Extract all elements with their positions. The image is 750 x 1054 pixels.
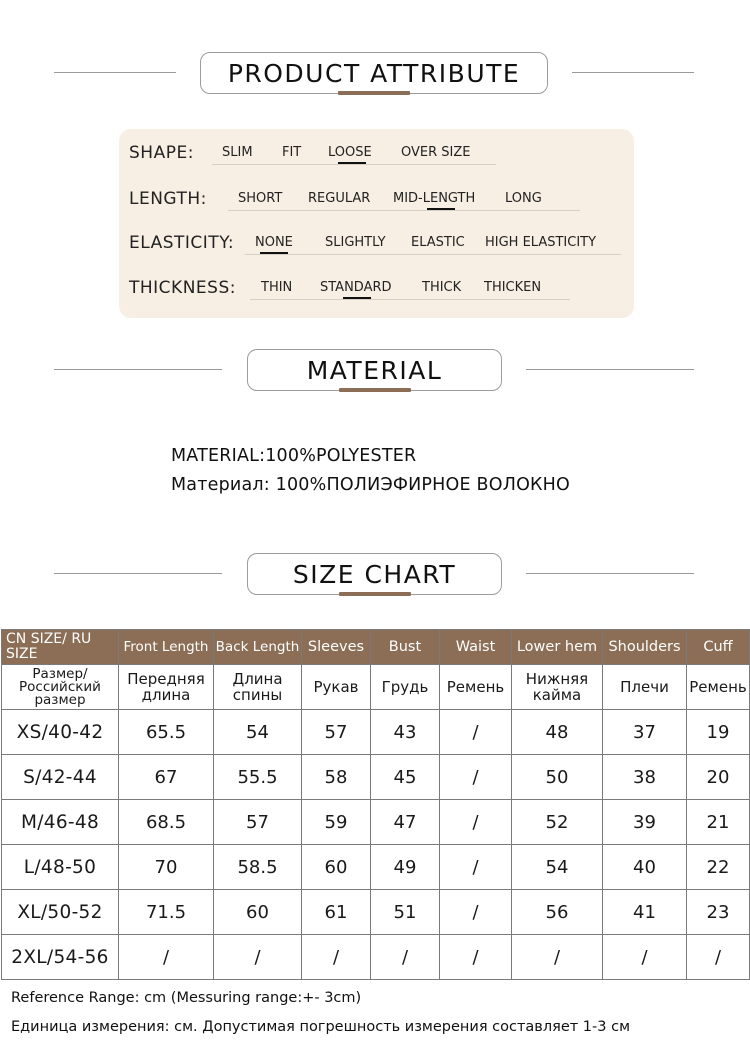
table-cell: / bbox=[440, 710, 512, 755]
title-underline bbox=[339, 592, 411, 596]
table-cell: / bbox=[214, 935, 302, 980]
table-subheader-cell: Размер/ Российский размер bbox=[2, 665, 119, 710]
attribute-option: ELASTIC bbox=[411, 235, 465, 250]
table-cell: 59 bbox=[302, 800, 371, 845]
table-row bbox=[2, 845, 750, 890]
attribute-option-selected: STANDARD bbox=[320, 280, 392, 295]
attribute-option: LONG bbox=[505, 191, 542, 206]
table-cell: XL/50-52 bbox=[2, 890, 119, 935]
table-header-row bbox=[2, 630, 750, 665]
attribute-rule bbox=[212, 164, 496, 165]
table-cell: 60 bbox=[302, 845, 371, 890]
table-cell: / bbox=[687, 935, 750, 980]
section-title-text: SIZE CHART bbox=[292, 559, 457, 589]
table-cell: 43 bbox=[371, 710, 440, 755]
table-cell: 58 bbox=[302, 755, 371, 800]
table-header-cell: Front Length bbox=[119, 630, 214, 665]
divider-line bbox=[54, 573, 222, 574]
table-cell: 23 bbox=[687, 890, 750, 935]
table-cell: / bbox=[440, 800, 512, 845]
reference-note-ru: Единица измерения: см. Допустимая погрешность измерения составляет 1-3 см bbox=[11, 1019, 631, 1035]
section-title-size-chart bbox=[247, 553, 502, 595]
attribute-label: SHAPE: bbox=[129, 143, 194, 163]
table-row bbox=[2, 800, 750, 845]
table-header-cell: CN SIZE/ RU SIZE bbox=[2, 630, 119, 665]
table-cell: 71.5 bbox=[119, 890, 214, 935]
table-cell: 37 bbox=[603, 710, 687, 755]
table-cell: 60 bbox=[214, 890, 302, 935]
divider-line bbox=[526, 369, 694, 370]
material-text-ru: Материал: 100%ПОЛИЭФИРНОЕ ВОЛОКНО bbox=[171, 475, 570, 495]
table-cell: L/48-50 bbox=[2, 845, 119, 890]
table-cell: 54 bbox=[214, 710, 302, 755]
table-cell: 47 bbox=[371, 800, 440, 845]
table-cell: 20 bbox=[687, 755, 750, 800]
table-cell: 45 bbox=[371, 755, 440, 800]
size-chart-table bbox=[1, 629, 750, 980]
table-cell: 48 bbox=[512, 710, 603, 755]
table-cell: 70 bbox=[119, 845, 214, 890]
attribute-option-selected: LOOSE bbox=[328, 145, 372, 160]
title-underline bbox=[338, 91, 410, 95]
attribute-option: THIN bbox=[261, 280, 293, 295]
table-row bbox=[2, 755, 750, 800]
table-cell: 58.5 bbox=[214, 845, 302, 890]
table-cell: / bbox=[440, 845, 512, 890]
attribute-rule bbox=[250, 299, 570, 300]
table-header-cell: Back Length bbox=[214, 630, 302, 665]
table-cell: / bbox=[440, 935, 512, 980]
table-cell: 57 bbox=[302, 710, 371, 755]
table-cell: 22 bbox=[687, 845, 750, 890]
divider-line bbox=[572, 72, 694, 73]
section-title-material bbox=[247, 349, 502, 391]
table-subheader-cell: Плечи bbox=[603, 665, 687, 710]
table-cell: 19 bbox=[687, 710, 750, 755]
attribute-label: ELASTICITY: bbox=[129, 233, 235, 253]
table-cell: M/46-48 bbox=[2, 800, 119, 845]
table-subheader-cell: Грудь bbox=[371, 665, 440, 710]
table-cell: 57 bbox=[214, 800, 302, 845]
attribute-panel bbox=[119, 129, 634, 318]
attribute-option-selected: NONE bbox=[255, 235, 293, 250]
table-cell: S/42-44 bbox=[2, 755, 119, 800]
table-header-cell: Lower hem bbox=[512, 630, 603, 665]
table-header-cell: Bust bbox=[371, 630, 440, 665]
table-cell: / bbox=[302, 935, 371, 980]
table-cell: 38 bbox=[603, 755, 687, 800]
attribute-label: THICKNESS: bbox=[129, 278, 236, 298]
table-subheader-cell: Ремень bbox=[687, 665, 750, 710]
attribute-option-selected: MID-LENGTH bbox=[393, 191, 476, 206]
table-row bbox=[2, 890, 750, 935]
reference-note-en: Reference Range: cm (Messuring range:+- 3cm) bbox=[11, 990, 362, 1006]
table-cell: 49 bbox=[371, 845, 440, 890]
table-cell: / bbox=[440, 755, 512, 800]
table-cell: 68.5 bbox=[119, 800, 214, 845]
table-cell: 52 bbox=[512, 800, 603, 845]
attribute-option: HIGH ELASTICITY bbox=[485, 235, 597, 250]
table-cell: 41 bbox=[603, 890, 687, 935]
material-text-en: MATERIAL:100%POLYESTER bbox=[171, 446, 417, 466]
divider-line bbox=[526, 573, 694, 574]
title-underline bbox=[339, 388, 411, 392]
table-cell: 54 bbox=[512, 845, 603, 890]
table-cell: 40 bbox=[603, 845, 687, 890]
table-cell: / bbox=[512, 935, 603, 980]
table-cell: 2XL/54-56 bbox=[2, 935, 119, 980]
table-cell: / bbox=[119, 935, 214, 980]
table-subheader-cell: Ремень bbox=[440, 665, 512, 710]
table-header-cell: Cuff bbox=[687, 630, 750, 665]
attribute-option: SLIM bbox=[222, 145, 253, 160]
attribute-label: LENGTH: bbox=[129, 189, 207, 209]
table-cell: 61 bbox=[302, 890, 371, 935]
section-title-attributes bbox=[200, 52, 548, 94]
attribute-option: REGULAR bbox=[308, 191, 371, 206]
table-header-cell: Sleeves bbox=[302, 630, 371, 665]
attribute-option: THICKEN bbox=[484, 280, 542, 295]
divider-line bbox=[54, 369, 222, 370]
table-cell: 65.5 bbox=[119, 710, 214, 755]
table-subheader-row bbox=[2, 665, 750, 710]
table-row bbox=[2, 710, 750, 755]
table-cell: / bbox=[440, 890, 512, 935]
table-cell: 56 bbox=[512, 890, 603, 935]
table-cell: 39 bbox=[603, 800, 687, 845]
table-subheader-cell: Передняя длина bbox=[119, 665, 214, 710]
section-title-text: PRODUCT ATTRIBUTE bbox=[227, 58, 521, 88]
table-subheader-cell: Длина спины bbox=[214, 665, 302, 710]
attribute-option: THICK bbox=[422, 280, 462, 295]
table-cell: 67 bbox=[119, 755, 214, 800]
attribute-option: OVER SIZE bbox=[401, 145, 471, 160]
attribute-option: FIT bbox=[282, 145, 302, 160]
table-subheader-cell: Рукав bbox=[302, 665, 371, 710]
attribute-option: SHORT bbox=[238, 191, 283, 206]
table-cell: 21 bbox=[687, 800, 750, 845]
divider-line bbox=[54, 72, 176, 73]
table-cell: / bbox=[371, 935, 440, 980]
attribute-rule bbox=[245, 254, 621, 255]
table-cell: XS/40-42 bbox=[2, 710, 119, 755]
table-header-cell: Shoulders bbox=[603, 630, 687, 665]
attribute-rule bbox=[228, 210, 580, 211]
table-subheader-cell: Нижняя кайма bbox=[512, 665, 603, 710]
attribute-option: SLIGHTLY bbox=[325, 235, 386, 250]
section-title-text: MATERIAL bbox=[306, 355, 443, 385]
table-cell: 50 bbox=[512, 755, 603, 800]
table-cell: 55.5 bbox=[214, 755, 302, 800]
table-header-cell: Waist bbox=[440, 630, 512, 665]
table-row bbox=[2, 935, 750, 980]
table-cell: / bbox=[603, 935, 687, 980]
table-cell: 51 bbox=[371, 890, 440, 935]
